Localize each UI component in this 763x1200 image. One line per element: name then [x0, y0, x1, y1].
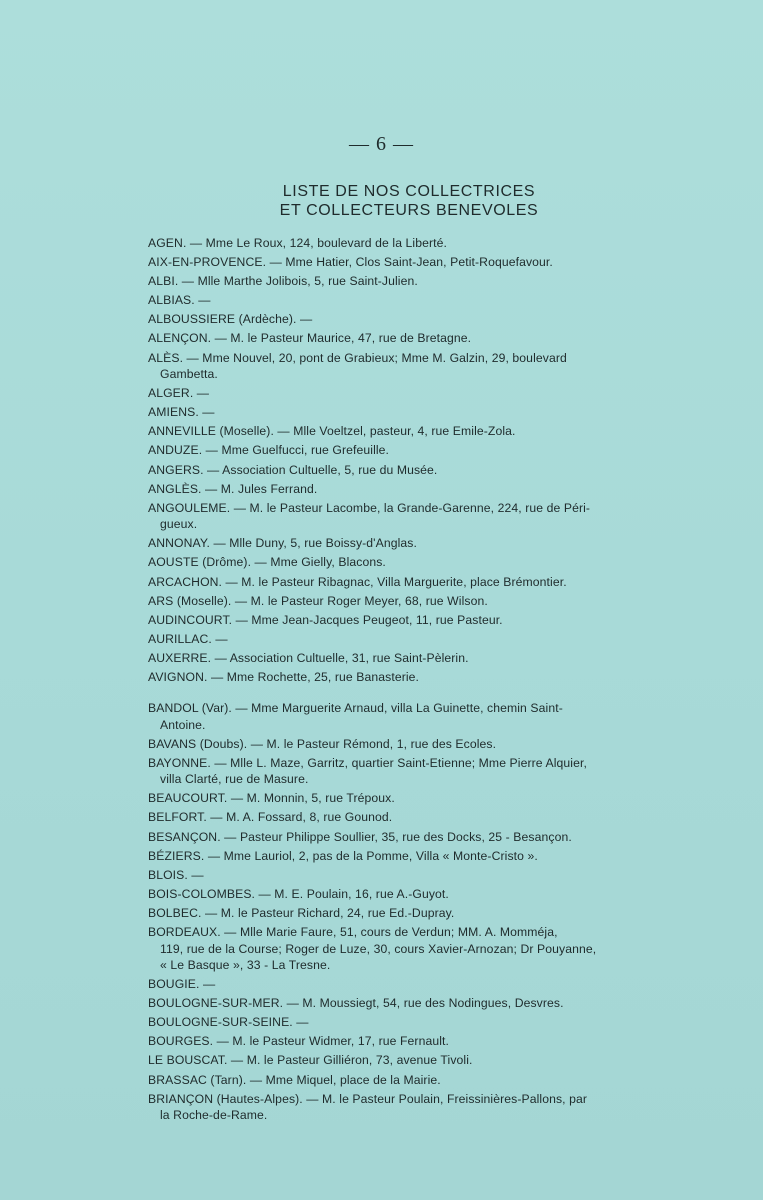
- list-item: [148, 481, 674, 498]
- entry-line-2: Antoine.: [160, 717, 206, 732]
- list-item: [148, 385, 674, 402]
- entry-line-1: ALENÇON. — M. le Pasteur Maurice, 47, rue de Bretagne.: [148, 331, 472, 346]
- list-item: [148, 423, 674, 440]
- entry-line-1: ARCACHON. — M. le Pasteur Ribagnac, Villa Marguerite, place Brémontier.: [148, 574, 567, 589]
- entry-line-1: AVIGNON. — Mme Rochette, 25, rue Banasterie.: [148, 669, 420, 684]
- entry-line-1: ALBIAS. —: [148, 293, 211, 308]
- entry-line-1: BOULOGNE-SUR-MER. — M. Moussiegt, 54, rue des Nodingues, Desvres.: [148, 996, 564, 1011]
- entry-line-1: AGEN. — Mme Le Roux, 124, boulevard de la Liberté.: [148, 236, 448, 250]
- list-item: [148, 442, 674, 459]
- entry-line-1: AUXERRE. — Association Cultuelle, 31, rue Saint-Pèlerin.: [148, 650, 469, 665]
- entry-line-1: BRASSAC (Tarn). — Mme Miquel, place de la Mairie.: [148, 1072, 441, 1087]
- list-item: [148, 924, 674, 974]
- entry-line-1: BOIS-COLOMBES. — M. E. Poulain, 16, rue A.-Guyot.: [148, 886, 449, 901]
- entry-line-1: ALÈS. — Mme Nouvel, 20, pont de Grabieux; Mme M. Galzin, 29, boulevard: [148, 350, 567, 365]
- group-separator: [148, 688, 674, 700]
- entry-line-2: villa Clarté, rue de Masure.: [160, 772, 309, 787]
- entry-line-2: la Roche-de-Rame.: [160, 1108, 268, 1123]
- title-line-2: ET COLLECTEURS BENEVOLES: [279, 202, 539, 219]
- entry-line-1: BANDOL (Var). — Mme Marguerite Arnaud, villa La Guinette, chemin Saint-: [148, 701, 563, 716]
- list-item: [148, 554, 674, 571]
- entry-line-1: BOULOGNE-SUR-SEINE. —: [148, 1015, 309, 1030]
- list-item: [148, 254, 674, 271]
- entry-line-1: AURILLAC. —: [148, 631, 228, 646]
- list-item: [148, 612, 674, 629]
- list-item: [148, 976, 674, 993]
- entry-line-1: AIX-EN-PROVENCE. — Mme Hatier, Clos Saint-Jean, Petit-Roquefavour.: [148, 255, 553, 270]
- list-item: [148, 650, 674, 667]
- entry-line-1: BOURGES. — M. le Pasteur Widmer, 17, rue Fernault.: [148, 1034, 449, 1049]
- entry-line-1: BÉZIERS. — Mme Lauriol, 2, pas de la Pomme, Villa « Monte-Cristo ».: [148, 848, 538, 863]
- entries-group-a: [148, 235, 674, 685]
- list-item: [148, 1091, 674, 1124]
- list-item: [148, 848, 674, 865]
- entry-line-2: 119, rue de la Course; Roger de Luze, 30, cours Xavier-Arnozan; Dr Pouyanne,: [160, 941, 597, 956]
- list-item: [148, 995, 674, 1012]
- entry-line-1: ANDUZE. — Mme Guelfucci, rue Grefeuille.: [148, 443, 390, 458]
- list-item: [148, 867, 674, 884]
- entry-line-2: gueux.: [160, 517, 198, 532]
- list-item: [148, 462, 674, 479]
- list-item: [148, 1052, 674, 1069]
- list-item: [148, 500, 674, 533]
- list-item: [148, 905, 674, 922]
- list-item: [148, 886, 674, 903]
- entry-line-1: ANNEVILLE (Moselle). — Mlle Voeltzel, pasteur, 4, rue Emile-Zola.: [148, 424, 516, 439]
- entry-line-2: Gambetta.: [160, 367, 218, 382]
- entry-line-1: BLOIS. —: [148, 867, 204, 882]
- entry-line-1: BOUGIE. —: [148, 977, 216, 992]
- list-item: [148, 669, 674, 686]
- entry-line-1: ANGERS. — Association Cultuelle, 5, rue du Musée.: [148, 462, 438, 477]
- list-item: [148, 1033, 674, 1050]
- entry-line-1: ALBI. — Mlle Marthe Jolibois, 5, rue Saint-Julien.: [148, 274, 418, 289]
- entry-line-1: ARS (Moselle). — M. le Pasteur Roger Meyer, 68, rue Wilson.: [148, 593, 488, 608]
- list-item: [148, 829, 674, 846]
- entry-line-1: ALBOUSSIERE (Ardèche). —: [148, 312, 313, 327]
- collectors-list: [148, 235, 674, 1126]
- list-item: [148, 350, 674, 383]
- entry-line-1: ANGOULEME. — M. le Pasteur Lacombe, la Grande-Garenne, 224, rue de Péri-: [148, 500, 591, 515]
- list-item: [148, 790, 674, 807]
- entry-line-1: BEAUCOURT. — M. Monnin, 5, rue Trépoux.: [148, 791, 395, 806]
- list-item: [148, 535, 674, 552]
- list-item: [148, 700, 674, 733]
- list-item: [148, 235, 674, 252]
- entry-line-1: BAYONNE. — Mlle L. Maze, Garritz, quartier Saint-Etienne; Mme Pierre Alquier,: [148, 755, 587, 770]
- entry-line-1: AUDINCOURT. — Mme Jean-Jacques Peugeot, 11, rue Pasteur.: [148, 612, 503, 627]
- list-item: [148, 292, 674, 309]
- entry-line-1: BAVANS (Doubs). — M. le Pasteur Rémond, 1, rue des Ecoles.: [148, 736, 497, 751]
- list-item: [148, 404, 674, 421]
- list-item: [148, 631, 674, 648]
- list-item: [148, 311, 674, 328]
- list-item: [148, 330, 674, 347]
- list-item: [148, 1072, 674, 1089]
- list-item: [148, 809, 674, 826]
- list-item: [148, 755, 674, 788]
- title-line-1: LISTE DE NOS COLLECTRICES: [282, 183, 536, 200]
- entry-line-1: BRIANÇON (Hautes-Alpes). — M. le Pasteur Poulain, Freissinières-Pallons, par: [148, 1091, 588, 1106]
- entry-line-1: ANGLÈS. — M. Jules Ferrand.: [148, 481, 318, 496]
- list-item: [148, 1014, 674, 1031]
- list-item: [148, 574, 674, 591]
- page-number: — 6 —: [349, 133, 414, 155]
- list-item: [148, 593, 674, 610]
- entry-line-1: BOLBEC. — M. le Pasteur Richard, 24, rue Ed.-Dupray.: [148, 905, 455, 920]
- entry-line-1: BORDEAUX. — Mlle Marie Faure, 51, cours de Verdun; MM. A. Momméja,: [148, 925, 558, 939]
- list-item: [148, 273, 674, 290]
- entry-line-1: LE BOUSCAT. — M. le Pasteur Gilliéron, 73, avenue Tivoli.: [148, 1053, 473, 1068]
- page-title: [0, 182, 763, 220]
- entry-line-1: AOUSTE (Drôme). — Mme Gielly, Blacons.: [148, 555, 386, 570]
- entry-line-3: « Le Basque », 33 - La Tresne.: [160, 958, 331, 972]
- entry-line-1: BESANÇON. — Pasteur Philippe Soullier, 35, rue des Docks, 25 - Besançon.: [148, 829, 572, 844]
- entry-line-1: ANNONAY. — Mlle Duny, 5, rue Boissy-d'Anglas.: [148, 536, 417, 551]
- list-item: [148, 736, 674, 753]
- entries-group-b: [148, 700, 674, 1124]
- entry-line-1: AMIENS. —: [148, 405, 215, 420]
- entry-line-1: BELFORT. — M. A. Fossard, 8, rue Gounod.: [148, 810, 393, 825]
- entry-line-1: ALGER. —: [148, 386, 210, 401]
